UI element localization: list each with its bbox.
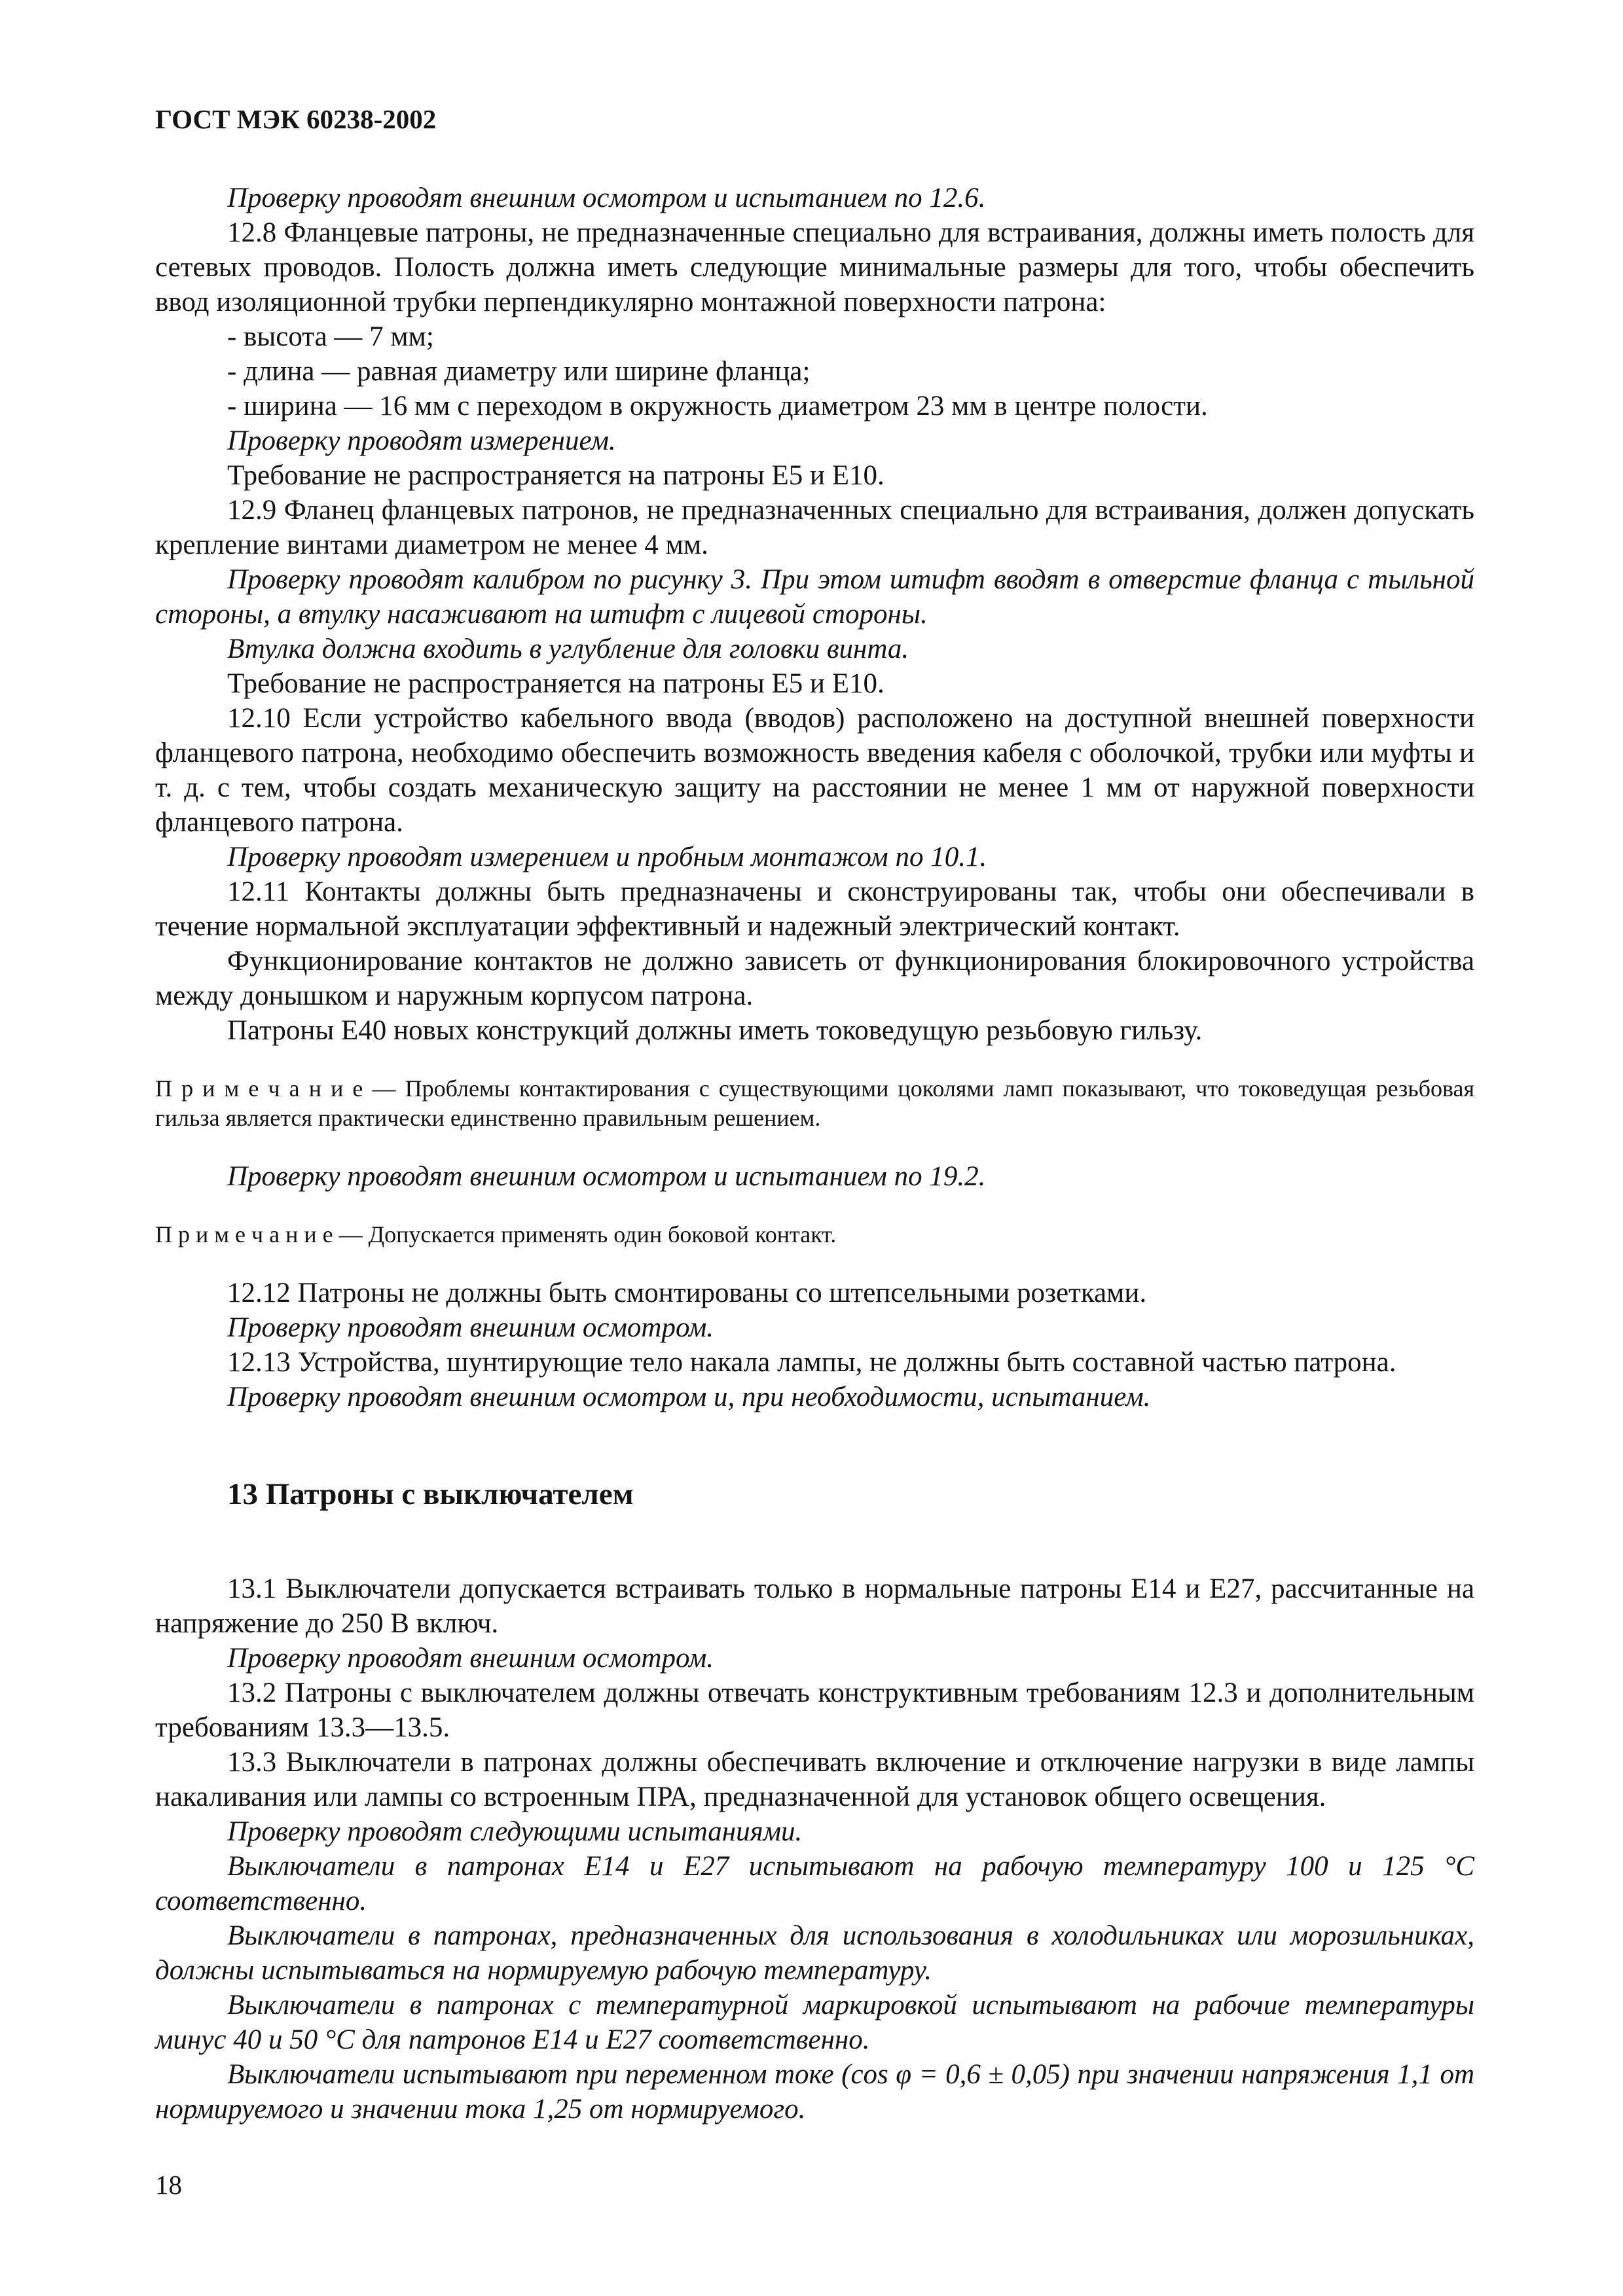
paragraph: Проверку проводят измерением. bbox=[227, 425, 616, 456]
paragraph: Проверку проводят внешним осмотром. bbox=[227, 1643, 714, 1674]
paragraph: Проверку проводят внешним осмотром и испытанием по 19.2. bbox=[227, 1161, 986, 1192]
document-page bbox=[155, 103, 1474, 2126]
note-text: — Проблемы контактирования с существующими цоколями ламп показывают, что токоведущая резьбовая гильза является практически единственно правильным решением. bbox=[155, 1075, 1474, 1131]
paragraph: 13.1 Выключатели допускается встраивать только в нормальные патроны Е14 и Е27, рассчитанные на напряжение до 250 В включ. bbox=[155, 1573, 1474, 1639]
paragraph: 12.13 Устройства, шунтирующие тело накала лампы, не должны быть составной частью патрона. bbox=[227, 1347, 1396, 1378]
spacer bbox=[155, 1048, 1474, 1074]
paragraph: 12.12 Патроны не должны быть смонтированы со штепсельными розетками. bbox=[227, 1278, 1147, 1308]
paragraph: Выключатели испытывают при переменном токе (cos φ = 0,6 ± 0,05) при значении напряжения 1,1 от нормируемого и значении тока 1,25 от нормируемого. bbox=[155, 2059, 1474, 2125]
paragraph: Функционирование контактов не должно зависеть от функционирования блокировочного устройства между донышком и наружным корпусом патрона. bbox=[155, 946, 1474, 1011]
page-number: 18 bbox=[155, 2170, 182, 2200]
paragraph: 13.3 Выключатели в патронах должны обеспечивать включение и отключение нагрузки в виде лампы накаливания или лампы со встроенным ПРА, предназначенной для установок общего освещения. bbox=[155, 1747, 1474, 1812]
paragraph: Выключатели в патронах, предназначенных для использования в холодильниках или морозильниках, должны испытываться на нормируемую рабочую температуру. bbox=[155, 1920, 1474, 1986]
paragraph: Проверку проводят измерением и пробным монтажом по 10.1. bbox=[227, 842, 987, 872]
paragraph: Проверку проводят внешним осмотром и испытанием по 12.6. bbox=[227, 183, 986, 213]
paragraph: Выключатели в патронах с температурной маркировкой испытывают на рабочие температуры минус 40 и 50 °С для патронов Е14 и Е27 соответственно. bbox=[155, 1990, 1474, 2055]
list-item: - длина — равная диаметру или ширине фланца; bbox=[227, 356, 811, 387]
paragraph: 12.10 Если устройство кабельного ввода (вводов) расположено на доступной внешней поверхности фланцевого патрона, необходимо обеспечить возможность введения кабеля с оболочкой, трубки или муфты и т. д. с тем, чтобы создать механическую защиту на расстоянии не менее 1 мм от наружной поверхности фланцевого патрона. bbox=[155, 703, 1474, 838]
note bbox=[155, 1220, 1474, 1249]
paragraph: Выключатели в патронах Е14 и Е27 испытывают на рабочую температуру 100 и 125 °С соответственно. bbox=[155, 1851, 1474, 1916]
paragraph: Проверку проводят калибром по рисунку 3. При этом штифт вводят в отверстие фланца с тыльной стороны, а втулку насаживают на штифт с лицевой стороны. bbox=[155, 564, 1474, 630]
paragraph: Проверку проводят следующими испытаниями. bbox=[227, 1816, 803, 1847]
note-label: П р и м е ч а н и е bbox=[155, 1075, 363, 1102]
spacer bbox=[155, 1133, 1474, 1159]
document-body bbox=[155, 181, 1474, 2126]
paragraph: 12.8 Фланцевые патроны, не предназначенные специально для встраивания, должны иметь полость для сетевых проводов. Полость должна иметь следующие минимальные размеры для того, чтобы обеспечить ввод изоляционной трубки перпендикулярно монтажной поверхности патрона: bbox=[155, 217, 1474, 317]
list-item: - высота — 7 мм; bbox=[227, 321, 434, 352]
paragraph: Проверку проводят внешним осмотром и, при необходимости, испытанием. bbox=[227, 1382, 1151, 1412]
note bbox=[155, 1074, 1474, 1133]
note-label: П р и м е ч а н и е bbox=[155, 1221, 333, 1247]
spacer bbox=[155, 1249, 1474, 1276]
paragraph: 13.2 Патроны с выключателем должны отвечать конструктивным требованиям 12.3 и дополнительным требованиям 13.3—13.5. bbox=[155, 1677, 1474, 1743]
paragraph: Требование не распространяется на патроны Е5 и Е10. bbox=[227, 668, 884, 699]
list-item: - ширина — 16 мм с переходом в окружность диаметром 23 мм в центре полости. bbox=[227, 391, 1208, 422]
paragraph: 12.11 Контакты должны быть предназначены и сконструированы так, чтобы они обеспечивали в течение нормальной эксплуатации эффективный и надежный электрический контакт. bbox=[155, 876, 1474, 942]
document-header: ГОСТ МЭК 60238-2002 bbox=[155, 104, 437, 134]
paragraph: Патроны Е40 новых конструкций должны иметь токоведущую резьбовую гильзу. bbox=[227, 1015, 1203, 1046]
paragraph: 12.9 Фланец фланцевых патронов, не предназначенных специально для встраивания, должен допускать крепление винтами диаметром не менее 4 мм. bbox=[155, 495, 1474, 560]
note-text: — Допускается применять один боковой контакт. bbox=[333, 1221, 837, 1247]
spacer bbox=[155, 1194, 1474, 1220]
paragraph: Втулка должна входить в углубление для головки винта. bbox=[227, 634, 909, 664]
section-heading: 13 Патроны с выключателем bbox=[227, 1477, 634, 1511]
paragraph: Проверку проводят внешним осмотром. bbox=[227, 1312, 714, 1343]
paragraph: Требование не распространяется на патроны Е5 и Е10. bbox=[227, 460, 884, 491]
